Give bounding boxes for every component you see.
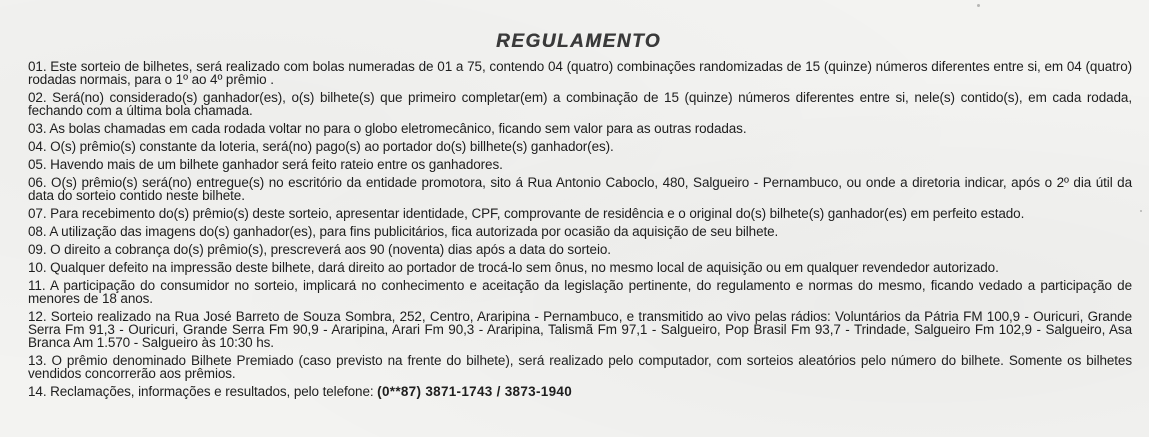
- rule-item: 12. Sorteio realizado na Rua José Barreto de Souza Sombra, 252, Centro, Araripina - Pernambuco, e transmitido ao vivo pelas rádios: Voluntários da Pátria FM 100,9 - Ouricuri, Grande Serra Fm 91,3 - Ouricuri, Grande Serra Fm 90,9 - Araripina, Arari Fm 90,3 - Araripina, Talismã Fm 97,1 - Salgueiro, Pop Brasil Fm 93,7 - Trindade, Salgueiro Fm 102,9 - Salgueiro, Asa Branca Am 1.570 - Salgueiro às 10:30 hs.: [28, 309, 1132, 350]
- rule-item: 03. As bolas chamadas em cada rodada voltar no para o globo eletromecânico, ficando sem valor para as outras rodadas.: [28, 121, 747, 136]
- contact-phone: (0**87) 3871-1743 / 3873-1940: [377, 384, 573, 399]
- rule-item: 11. A participação do consumidor no sorteio, implicará no conhecimento e aceitação da legislação pertinente, do regulamento e normas do mesmo, ficando vedado a participação de menores de 18 anos.: [28, 278, 1132, 306]
- rules-list: [28, 60, 1132, 403]
- contact-label: 14. Reclamações, informações e resultados, pelo telefone:: [28, 384, 378, 399]
- rule-item: 01. Este sorteio de bilhetes, será realizado com bolas numeradas de 01 a 75, contendo 04 (quatro) combinações randomizadas de 15 (quinze) números diferentes entre si, em 04 (quatro) rodadas normais, para o 1º ao 4º prêmio .: [28, 59, 1132, 87]
- rule-item: 07. Para recebimento do(s) prêmio(s) deste sorteio, apresentar identidade, CPF, comprovante de residência e o original do(s) bilhete(s) ganhador(es) em perfeito estado.: [28, 206, 1025, 221]
- document-title: REGULAMENTO: [496, 31, 661, 52]
- rule-item-contact: [28, 385, 1132, 398]
- rule-item: 10. Qualquer defeito na impressão deste bilhete, dará direito ao portador de trocá-lo sem ônus, no mesmo local de aquisição ou em qualquer revendedor autorizado.: [28, 260, 999, 275]
- rule-item: 04. O(s) prêmio(s) constante da loteria, será(no) pago(s) ao portador do(s) billhete(s) ganhador(es).: [28, 139, 614, 154]
- scan-speck: [977, 4, 980, 7]
- rule-item: 06. O(s) prêmio(s) será(no) entregue(s) no escritório da entidade promotora, sito á Rua Antonio Caboclo, 480, Salgueiro - Pernambuco, ou onde a diretoria indicar, após o 2º dia útil da data do sorteio contido neste bilhete.: [28, 175, 1132, 203]
- scan-speck: [1140, 210, 1142, 212]
- rule-item: 05. Havendo mais de um bilhete ganhador será feito rateio entre os ganhadores.: [28, 157, 503, 172]
- rule-item: 09. O direito a cobrança do(s) prêmio(s), prescreverá aos 90 (noventa) dias após a data do sorteio.: [28, 242, 611, 257]
- rule-item: 13. O prêmio denominado Bilhete Premiado (caso previsto na frente do bilhete), será realizado pelo computador, com sorteios aleatórios pelo número do bilhete. Somente os bilhetes vendidos concorrerão aos prêmios.: [28, 353, 1132, 381]
- rule-item: 02. Será(no) considerado(s) ganhador(es), o(s) bilhete(s) que primeiro completar(em) a combinação de 15 (quinze) números diferentes entre si, nele(s) contido(s), em cada rodada, fechando com a última bola chamada.: [28, 90, 1132, 118]
- rule-item: 08. A utilização das imagens do(s) ganhador(es), para fins publicitários, fica autorizada por ocasião da aquisição de seu bilhete.: [28, 224, 779, 239]
